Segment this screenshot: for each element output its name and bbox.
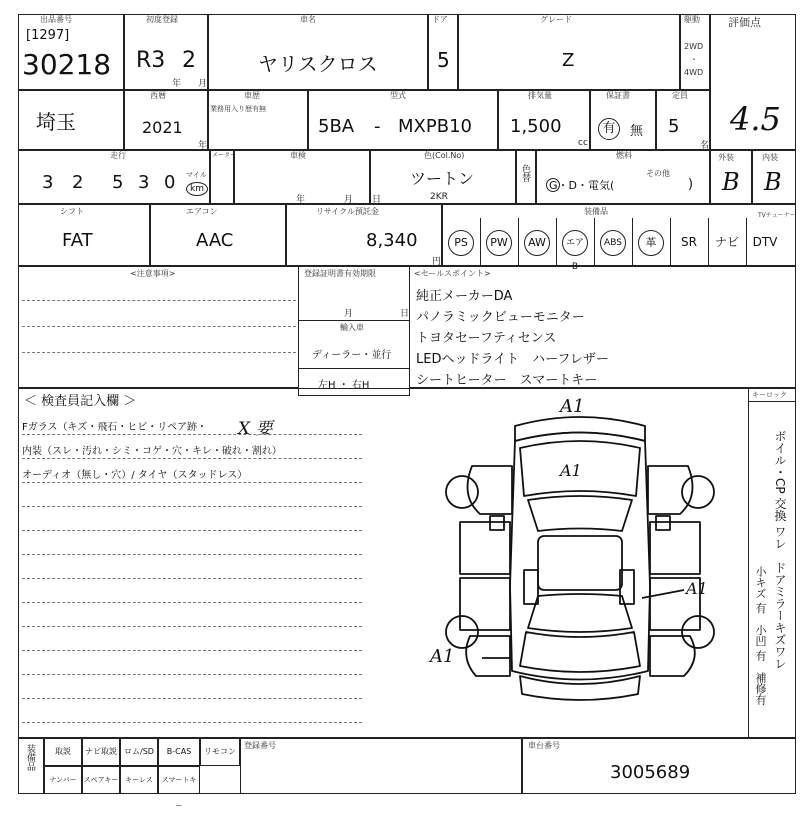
equip-divider [670,218,671,266]
interior-value: B [764,168,782,196]
equip-label: 装備品 [584,207,608,216]
reg-divider [298,320,410,321]
shaken-label: 車検 [290,151,306,160]
model-label: 型式 [390,91,406,100]
equip-item: ABS [600,230,626,256]
history-note: 業務用入り歴有無 [210,105,266,113]
shaken-day: 日 [372,195,382,205]
reg-no-box [240,738,522,794]
chassis-label: 車台番号 [528,741,560,750]
a1-pointer [642,590,684,598]
fuel-other: その他 [646,169,670,178]
lot-number: 30218 [22,48,112,81]
seats-unit: 名 [700,141,710,151]
month-char: 月 [198,79,208,89]
equip-item: ナビ [714,235,739,249]
reg-month: 月 [344,309,354,319]
first-reg-label: 初度登録 [146,15,178,24]
model-prefix: 5BA [318,116,355,137]
model-code: MXPB10 [398,116,472,137]
sales-label: <セールスポイント> [414,269,491,278]
key-lock-label: キーロック [752,391,787,399]
cc-label: 排気量 [528,91,552,100]
mileage-digit: 3 [42,172,54,193]
lot-label: 出品番号 [40,15,72,24]
fuel-options: G・D・電気( [549,179,615,192]
side-divider [748,402,749,738]
grade-label: グレード [540,15,572,24]
caution-line [22,352,296,353]
acc-label: 装備品 [25,744,35,771]
doors-value: 5 [437,48,450,72]
first-reg-month: 2 [182,48,196,73]
mileage-unit-km: km [186,182,208,196]
trunk-shape [520,632,640,672]
exterior-value: B [722,168,740,196]
inspector-line-rule [22,722,362,723]
roof-shape [538,536,622,590]
color-label: 色(Col.No) [424,151,465,160]
caution-line [22,300,296,301]
color-value: ツートン [410,169,475,188]
caution-line [22,326,296,327]
score-label: 評価点 [728,16,761,29]
inspector-line-rule [22,434,362,435]
ac-label: エアコン [186,207,218,216]
year-char: 年 [172,79,182,89]
exterior-label: 外装 [718,153,734,162]
diagram-mark: A1 [560,396,585,417]
lot-sub: [1297] [26,28,70,43]
sales-point: シートヒーター スマートキー [416,373,598,388]
import-value: ディーラー・並行 [312,350,392,361]
inspector-line-rule [22,698,362,699]
chassis-value: 3005689 [610,762,691,783]
acc-item: ナンバー [44,766,82,794]
inspector-line-rule [22,482,362,483]
equip-divider [556,218,557,266]
inspector-line: オーディオ（無し・穴）/ タイヤ（スタッドレス） [22,470,248,481]
drive-box [680,14,710,90]
recycle-label: リサイクル預託金 [316,207,379,216]
right-fender-front [648,466,693,514]
inspector-line-rule [22,602,362,603]
equip-item: PS [448,230,474,256]
year-unit: 年 [198,141,208,151]
equip-item: AW [524,230,550,256]
mileage-unit-mile: マイル [186,171,207,179]
sales-point: トヨタセーフティセンス [416,331,557,346]
inspector-line-rule [22,578,362,579]
doors-label: ドア [432,15,448,24]
wheel-front-right [682,476,714,508]
fuel-label: 燃料 [616,151,632,160]
ac-value: AAC [196,230,234,251]
drive-label: 駆動 [684,15,700,24]
shift-value: FAT [62,230,93,251]
wheel-rear-left [446,616,478,648]
equip-divider [746,218,747,266]
cc-value: 1,500 [510,116,562,137]
equip-item: エアB [562,230,588,256]
recycle-value: 8,340 [366,230,418,251]
fuel-close: ) [688,177,694,192]
acc-item: B-CAS [158,738,200,766]
reg-divider [298,368,410,369]
equip-divider [480,218,481,266]
acc-item: ロム/SD [120,738,158,766]
reg-label: 登録証明書有効期限 [304,269,376,278]
inspector-line-rule [22,626,362,627]
meter-label: メーター [212,152,237,159]
rear-window-shape [528,594,632,632]
grade-value: Z [562,50,575,71]
inspector-line-rule [22,458,362,459]
mirror-left [490,516,504,530]
drive-4wd: 4WD [684,68,704,77]
diagram-mark: A1 [560,461,582,480]
inspector-line-rule [22,530,362,531]
acc-item: リモコン [200,738,240,766]
drive-dot: ・ [690,55,698,64]
inspector-line-rule [22,506,362,507]
model-sep: - [374,116,381,137]
equip-item: DTV [752,235,778,249]
drive-2wd: 2WD [684,42,704,51]
left-door-rear [460,578,510,630]
wheel-front-left [446,476,478,508]
interior-label: 内装 [762,153,778,162]
warranty-no: 無 [630,124,644,139]
seats-value: 5 [668,116,680,137]
wheel-rear-right [682,616,714,648]
mileage-digit: 3 [138,172,150,193]
inspector-line-rule [22,650,362,651]
score-value: 4.5 [730,100,781,138]
inspector-line-rule [22,674,362,675]
acc-item: ナビ取説 [82,738,120,766]
acc-item: スペアキー [82,766,120,794]
mileage-digit: 2 [72,172,84,193]
side-note-2: 小キズ 有 小凹 有 補修有 [754,566,767,705]
inspector-title: ＜ 検査員記入欄 ＞ [24,394,137,409]
inspector-line: Fガラス（キズ・飛石・ヒビ・リペア跡・ [22,422,208,433]
seats-label: 定員 [672,91,688,100]
recycle-unit: 円 [432,257,442,267]
sales-point: LEDヘッドライト ハーフレザー [416,352,609,367]
inspector-line: 内装（スレ・汚れ・シミ・コゲ・穴・キレ・破れ・割れ） [22,446,282,457]
mileage-digit: 0 [164,172,176,193]
color-code: 2KR [430,192,448,202]
import-label: 輸入車 [340,323,364,332]
equip-divider [632,218,633,266]
reg-day: 日 [400,309,410,319]
glass-mark: X 要 [238,419,273,439]
year-value: 2021 [142,118,183,137]
handle-value: 左H ・ 右H [318,380,370,391]
acc-item: スマートキー [158,766,200,794]
equip-divider [708,218,709,266]
shaken-year: 年 [296,195,306,205]
acc-item: キーレス [120,766,158,794]
inspector-line-rule [22,554,362,555]
history-label: 車歴 [244,91,260,100]
left-fender-rear [466,636,510,676]
windshield-shape [528,496,632,531]
warranty-yes: 有 [598,118,620,140]
diagram-mark: A1 [686,579,708,598]
side-step-right [524,570,538,604]
equip-item: PW [486,230,512,256]
mileage-digit: 5 [112,172,124,193]
equip-item: SR [681,235,697,249]
car-diagram [420,396,740,716]
equip-divider [518,218,519,266]
right-fender-rear [650,636,695,676]
equip-item: 革 [638,230,664,256]
left-fender-front [468,466,513,514]
car-name: ヤリスクロス [258,52,378,76]
sales-point: パノラミックビューモニター [416,310,585,325]
first-reg-era: R3 [136,48,166,73]
cc-unit: cc [578,138,588,148]
diagram-mark: A1 [430,646,455,667]
repaint-label: 色替 [520,164,530,182]
equip-divider [594,218,595,266]
shift-label: シフト [60,207,84,216]
year-label: 西暦 [150,91,166,100]
equip-extra-label: TVチューナー [758,212,796,219]
reg-no-label: 登録番号 [244,741,276,750]
warranty-label: 保証書 [606,91,630,100]
sales-point: 純正メーカーDA [416,289,513,304]
region-value: 埼玉 [36,110,76,134]
mirror-right [656,516,670,530]
acc-item: 取説 [44,738,82,766]
caution-label: <注意事項> [130,269,176,278]
mileage-label: 走行 [110,151,126,160]
side-note: ボイル・CP 交換 ワレ ドアミラーキズワレ [773,430,787,670]
shaken-month: 月 [344,195,354,205]
car-name-label: 車名 [300,15,316,24]
